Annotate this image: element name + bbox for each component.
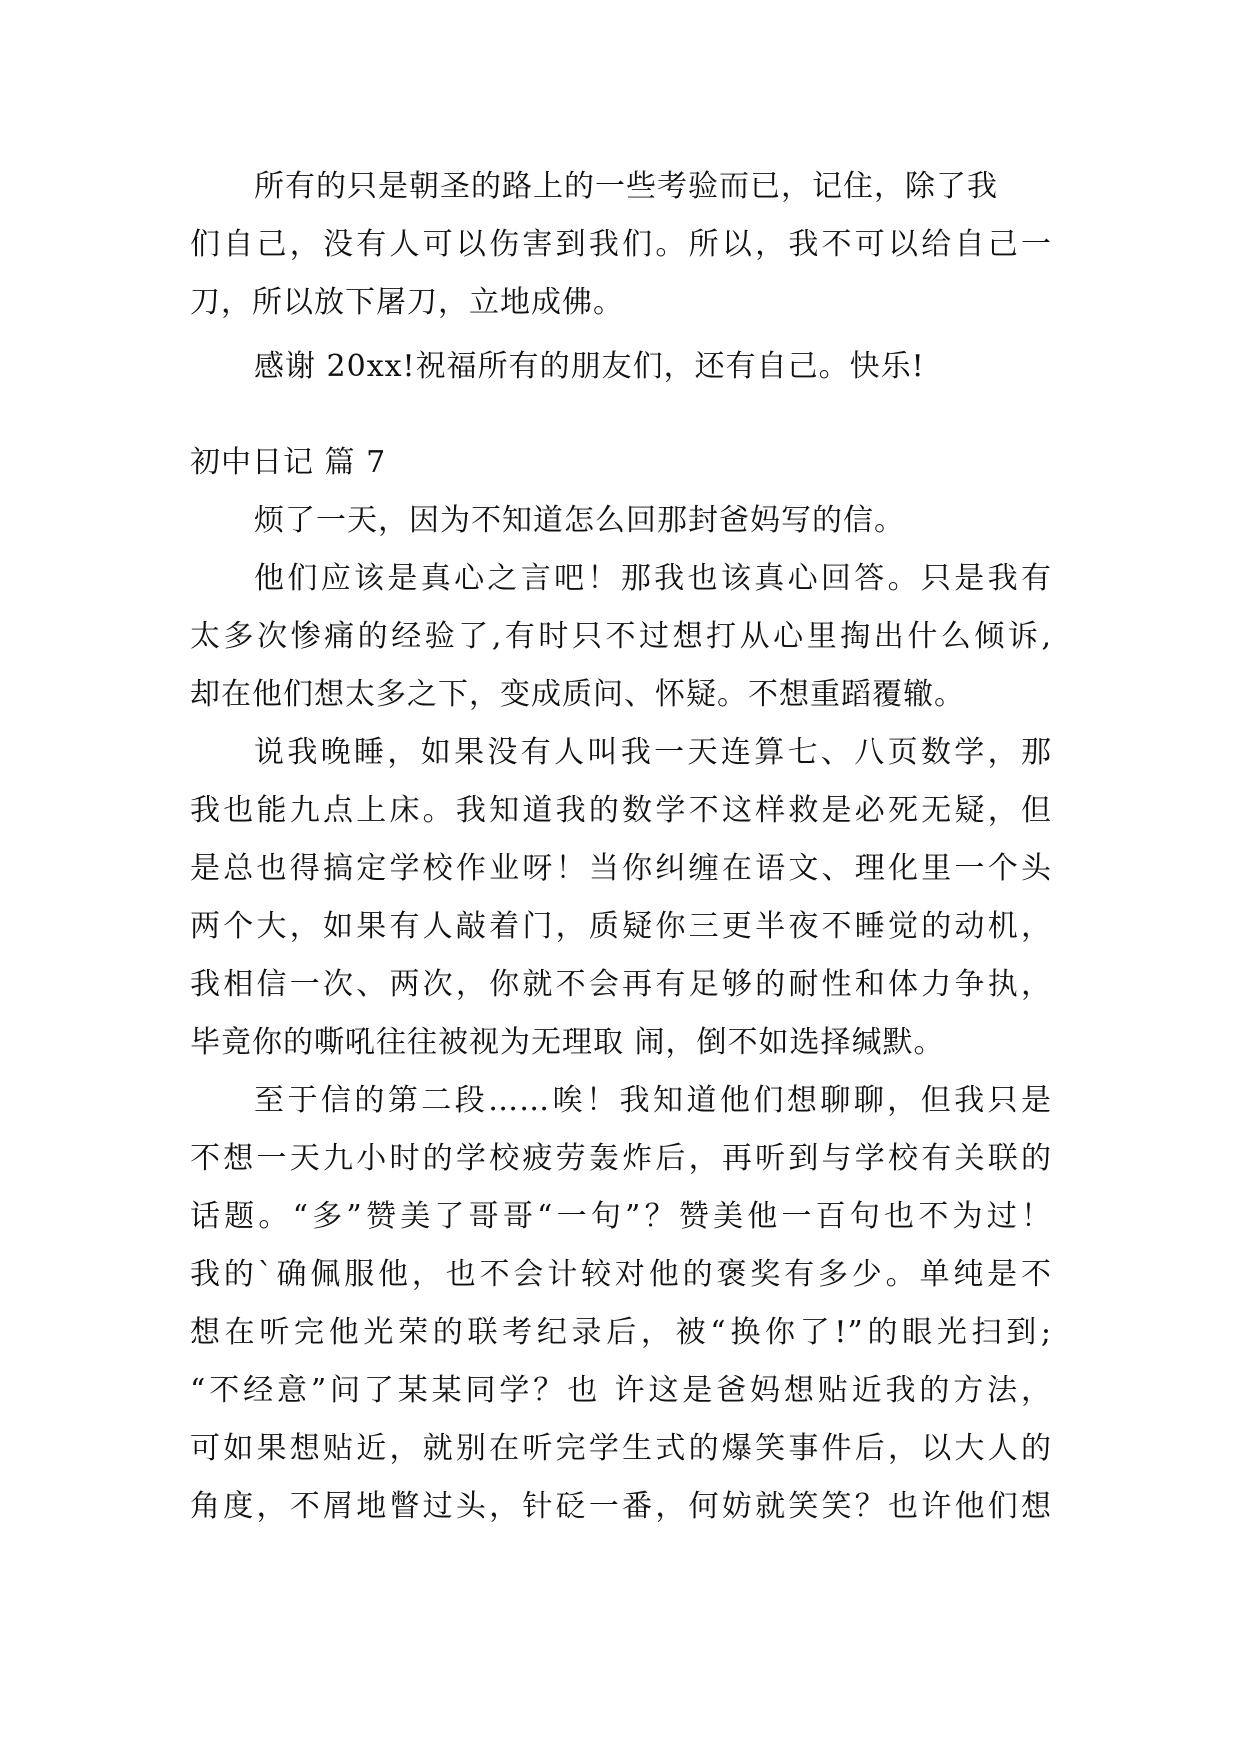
- text-line: 却在他们想太多之下，变成质问、怀疑。不想重蹈覆辙。: [190, 677, 965, 712]
- text-line: 感谢 20xx!祝福所有的朋友们，还有自己。快乐!: [254, 349, 925, 384]
- paragraph: [190, 338, 1052, 396]
- paragraph: [190, 1072, 1052, 1536]
- section-heading: [190, 434, 1052, 492]
- text-line: 话题。“多”赞美了哥哥“一句”？赞美他一百句也不为过！: [190, 1199, 1052, 1234]
- paragraph: [190, 550, 1052, 724]
- text-line: “不经意”问了某某同学？也 许这是爸妈想贴近我的方法，: [190, 1373, 1052, 1408]
- text-line: 他们应该是真心之言吧！那我也该真心回答。只是我有: [254, 561, 1052, 596]
- text-line: 说我晚睡，如果没有人叫我一天连算七、八页数学，那: [254, 735, 1052, 770]
- text-line: 毕竟你的嘶吼往往被视为无理取 闹，倒不如选择缄默。: [190, 1025, 945, 1060]
- text-line: 是总也得搞定学校作业呀！当你纠缠在语文、理化里一个头: [190, 851, 1052, 886]
- text-line: 烦了一天，因为不知道怎么回那封爸妈写的信。: [254, 503, 905, 538]
- text-line: 我相信一次、两次，你就不会再有足够的耐性和体力争执，: [190, 967, 1052, 1002]
- text-line: 刀，所以放下屠刀，立地成佛。: [190, 285, 624, 320]
- document-page: [190, 158, 1052, 1536]
- text-line: 想在听完他光荣的联考纪录后，被“换你了!”的眼光扫到;: [190, 1315, 1052, 1350]
- text-line: 们自己，没有人可以伤害到我们。所以，我不可以给自己一: [190, 227, 1052, 262]
- heading-text: 初中日记 篇 7: [190, 445, 387, 480]
- text-line: 角度，不屑地瞥过头，针砭一番，何妨就笑笑？也许他们想: [190, 1489, 1052, 1524]
- text-line: 两个大，如果有人敲着门，质疑你三更半夜不睡觉的动机，: [190, 909, 1052, 944]
- text-line: 我的`确佩服他，也不会计较对他的褒奖有多少。单纯是不: [190, 1257, 1052, 1292]
- paragraph: [190, 724, 1052, 1072]
- text-line: 可如果想贴近，就别在听完学生式的爆笑事件后，以大人的: [190, 1431, 1052, 1466]
- text-line: 我也能九点上床。我知道我的数学不这样救是必死无疑，但: [190, 793, 1052, 828]
- text-line: 所有的只是朝圣的路上的一些考验而已，记住，除了我: [254, 169, 998, 204]
- text-line: 至于信的第二段……唉！我知道他们想聊聊，但我只是: [254, 1083, 1052, 1118]
- paragraph: [190, 158, 1052, 332]
- text-line: 不想一天九小时的学校疲劳轰炸后，再听到与学校有关联的: [190, 1141, 1052, 1176]
- paragraph: [190, 492, 1052, 550]
- text-line: 太多次惨痛的经验了,有时只不过想打从心里掏出什么倾诉,: [190, 619, 1052, 654]
